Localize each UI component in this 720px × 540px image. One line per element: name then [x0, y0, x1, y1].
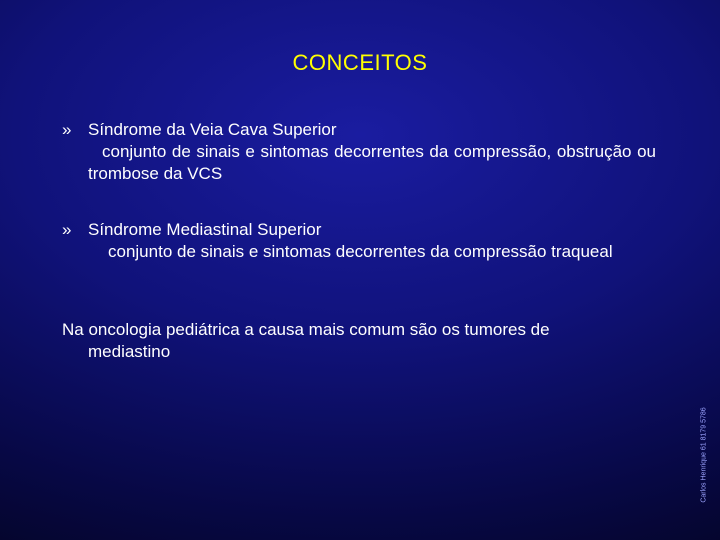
- bullet-heading-line: [62, 219, 656, 241]
- bullet-marker-icon: »: [62, 220, 72, 239]
- bullet-item-svcs: [62, 119, 656, 185]
- note-line-1: Na oncologia pediátrica a causa mais comum são os tumores de: [62, 320, 550, 339]
- bullet-marker-icon: »: [62, 120, 72, 139]
- side-credit-text: Carlos Henrique 61 8179 5786: [700, 407, 708, 503]
- bullet-description: conjunto de sinais e sintomas decorrentes da compressão, obstrução ou trombose da VCS: [88, 142, 656, 183]
- note-paragraph: [62, 319, 656, 363]
- bullet-heading-line: [62, 119, 656, 141]
- bullet-heading: Síndrome da Veia Cava Superior: [88, 120, 337, 139]
- bullet-heading: Síndrome Mediastinal Superior: [88, 220, 322, 239]
- slide-title: CONCEITOS: [292, 50, 428, 75]
- bullet-item-sms: [62, 219, 656, 263]
- note-line-2: mediastino: [88, 342, 171, 361]
- side-credit: [700, 407, 714, 503]
- bullet-description: conjunto de sinais e sintomas decorrentes da compressão traqueal: [108, 242, 613, 261]
